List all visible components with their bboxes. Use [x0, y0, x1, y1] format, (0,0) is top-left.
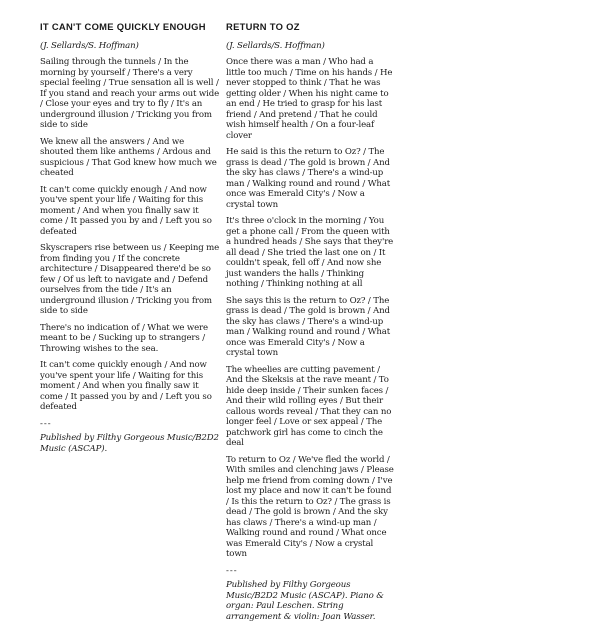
- lyric-stanza-4: She says this is the return to Oz? / The grass is dead / The gold is brown / And the sky has claws / There's a wind-up man / Walking round and round / What once was Emerald City's / Now a crystal town: [226, 295, 391, 358]
- section-divider: ---: [226, 565, 238, 576]
- lyric-stanza-3: It can't come quickly enough / And now you've spent your life / Waiting for this moment / And when you finally saw it come / It passed you by and / Left you so defeated: [40, 184, 212, 237]
- song-column-left: [40, 22, 220, 454]
- publisher-credit: Published by Filthy Gorgeous Music/B2D2 Music (ASCAP). Piano & organ: Paul Leschen. String arrangement & violin: Joan Wasser.: [226, 580, 384, 622]
- lyric-stanza-2: He said is this the return to Oz? / The grass is dead / The gold is brown / And the sky has claws / There's a wind-up man / Walking round and round / What once was Emerald City's / Now a crystal town: [226, 147, 391, 210]
- song-title: RETURN TO OZ: [226, 21, 300, 32]
- lyric-stanza-1: Sailing through the tunnels / In the morning by yourself / There's a very special feeling / True sensation all is well / If you stand and reach your arms out wide / Close your eyes and try to fly / It's an underground illusion / Tricking you from side to side: [40, 57, 220, 130]
- lyric-stanza-6: To return to Oz / We've fled the world / With smiles and clenching jaws / Please help me friend from coming down / I've lost my place and now it can't be found / Is this the return to Oz? / The grass is dead / The gold is brown / And the sky has claws / There's a wind-up man / Walking round and round / What once was Emerald City's / Now a crystal town: [226, 454, 394, 559]
- lyric-stanza-4: Skyscrapers rise between us / Keeping me from finding you / If the concrete architecture / Disappeared there'd be so few / Of us left to navigate and / Defend ourselves from the tide / It's an underground illusion / Tricking you from side to side: [40, 243, 220, 316]
- lyric-stanza-5: There's no indication of / What we were meant to be / Sucking up to strangers / Throwing wishes to the sea.: [40, 322, 208, 354]
- lyric-stanza-6: It can't come quickly enough / And now you've spent your life / Waiting for this moment / And when you finally saw it come / It passed you by and / Left you so defeated: [40, 360, 212, 412]
- publisher-credit: Published by Filthy Gorgeous Music/B2D2 Music (ASCAP).: [40, 433, 219, 454]
- songwriter-credit: (J. Sellards/S. Hoffman): [40, 40, 139, 51]
- song-title: IT CAN'T COME QUICKLY ENOUGH: [40, 21, 206, 32]
- lyric-stanza-3: It's three o'clock in the morning / You get a phone call / From the queen with a hundred heads / She says that they're all dead / She tried the last one on / It couldn't speak, fell off / And now she just wanders the halls / Thinking nothing / Thinking nothing at all: [226, 216, 394, 289]
- lyric-stanza-5: The wheelies are cutting pavement / And the Skeksis at the rave meant / To hide deep inside / Their sunken faces / And their wild rolling eyes / But their callous words reveal / That they can no longer feel / Love or sex appeal / The patchwork girl has come to cinch the deal: [226, 364, 392, 448]
- lyric-stanza-2: We knew all the answers / And we shouted them like anthems / Ardous and suspicious / That God knew how much we cheated: [40, 136, 217, 178]
- song-column-right: [226, 22, 394, 622]
- lyric-stanza-1: Once there was a man / Who had a little too much / Time on his hands / He never stopped to think / That he was getting older / When his night came to an end / He tried to grasp for his last friend / And pretend / That he could wish himself health / On a four-leaf clover: [226, 57, 393, 141]
- songwriter-credit: (J. Sellards/S. Hoffman): [226, 40, 325, 51]
- section-divider: ---: [40, 418, 52, 429]
